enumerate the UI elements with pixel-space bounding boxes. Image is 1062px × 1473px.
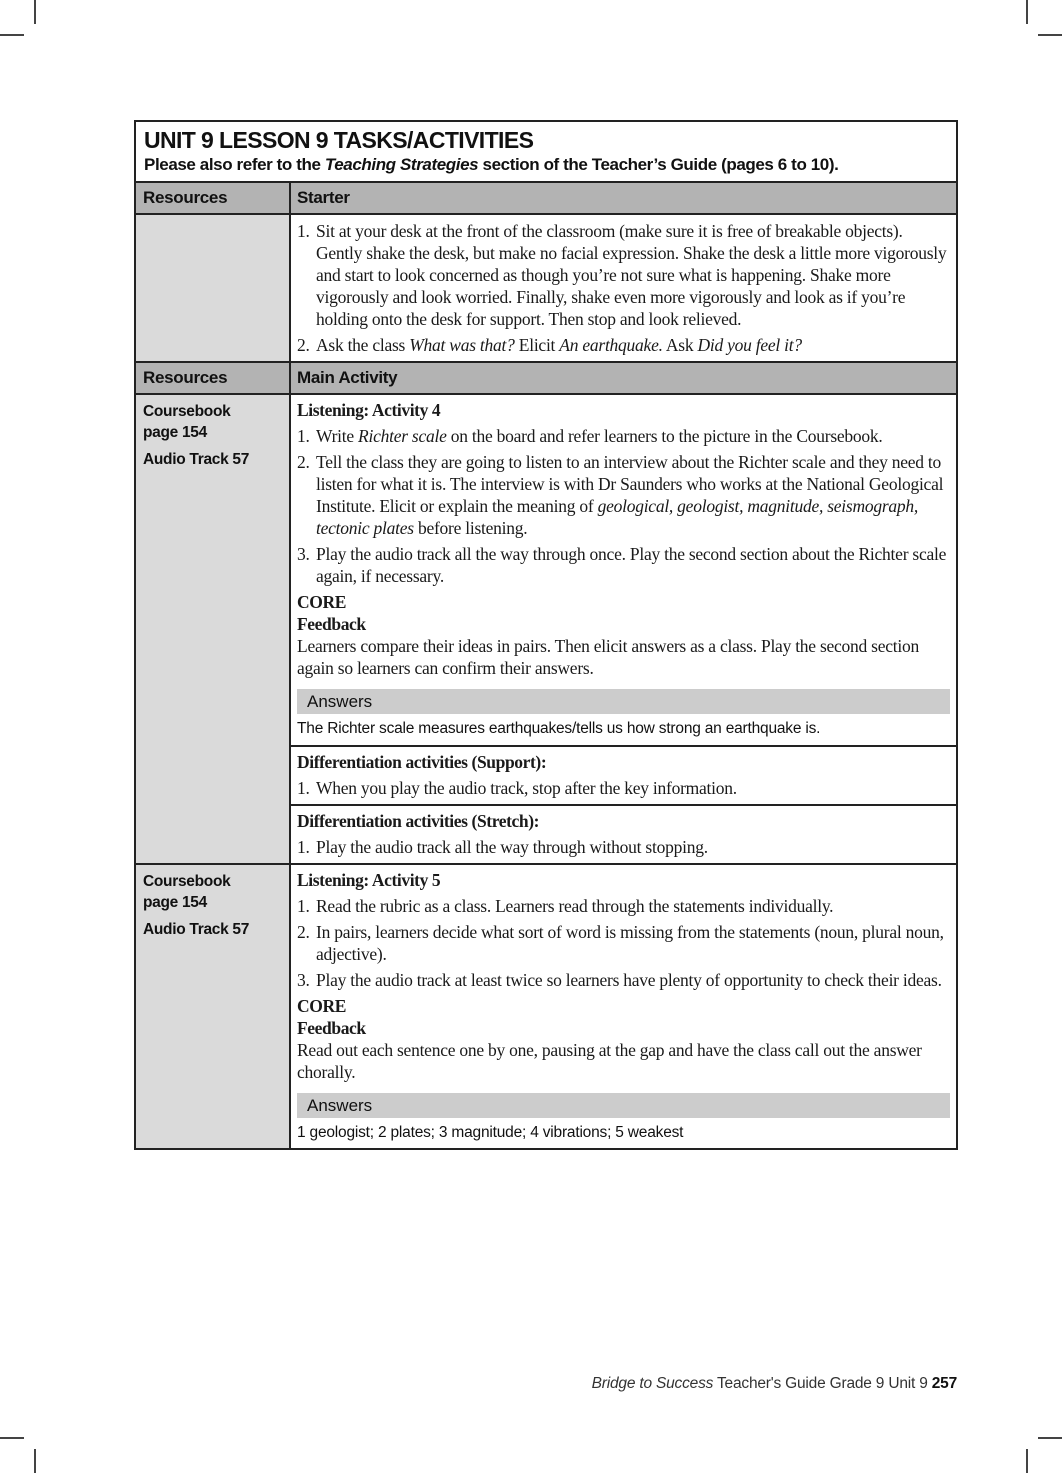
resource-audio-track: Audio Track 57 [143, 451, 250, 468]
resources-column-header: Resources [136, 183, 291, 213]
page-title: UNIT 9 LESSON 9 TASKS/ACTIVITIES [144, 127, 534, 153]
feedback-label: Feedback [297, 1018, 366, 1038]
list-item: 2. In pairs, learners decide what sort of word is missing from the statements (noun, plural noun, adjective). [297, 921, 950, 965]
item-text: Sit at your desk at the front of the classroom (make sure it is free of breakable objects). Gently shake the desk, but make no facial expression. Shake the desk a little more vigorously and start to look concerned as though you’re not sure what is happening. Shake more vigorously and look worried. Finally, shake even more vigorously and look as if you’re holding onto the desk for support. Then stop and look relieved. [316, 221, 947, 329]
crop-mark [1026, 0, 1028, 24]
core-label: CORE [297, 592, 346, 612]
list-item: 1. Play the audio track all the way through without stopping. [297, 836, 950, 858]
support-heading: Differentiation activities (Support): [297, 752, 547, 772]
crop-mark [34, 1449, 36, 1473]
list-item [297, 334, 950, 356]
item-text: In pairs, learners decide what sort of word is missing from the statements (noun, plural noun, adjective). [316, 922, 944, 964]
starter-header-row [136, 183, 956, 215]
crop-mark [34, 0, 36, 24]
resource-page: page 154 [143, 424, 207, 441]
stretch-heading: Differentiation activities (Stretch): [297, 811, 540, 831]
page-footer [592, 1375, 957, 1393]
list-item: 1. Write Richter scale on the board and refer learners to the picture in the Coursebook. [297, 425, 950, 447]
crop-mark [1038, 34, 1062, 36]
activity-heading: Listening: Activity 4 [297, 400, 441, 420]
activity-heading: Listening: Activity 5 [297, 870, 441, 890]
differentiation-support [291, 747, 956, 806]
starter-content [291, 215, 956, 361]
main-activity-header-row [136, 363, 956, 395]
activity-4-content [291, 395, 956, 863]
lesson-table [134, 120, 958, 1150]
page-number: 257 [931, 1375, 957, 1392]
resources-cell [136, 215, 291, 361]
list-item: 1. Read the rubric as a class. Learners read through the statements individually. [297, 895, 950, 917]
list-item: 3. Play the audio track all the way through once. Play the second section about the Richter scale again, if necessary. [297, 543, 950, 587]
item-text: Write Richter scale on the board and refer learners to the picture in the Coursebook. [316, 426, 883, 446]
feedback-label: Feedback [297, 614, 366, 634]
item-text: Tell the class they are going to listen to an interview about the Richter scale and they need to listen for what it is. The interview is with Dr Saunders who works at the National Geological Institute. Elicit or explain the meaning of geological, geologist, magnitude, seismograph, tectonic plates before listening. [316, 452, 944, 538]
item-text: Play the audio track all the way through once. Play the second section about the Richter scale again, if necessary. [316, 544, 947, 586]
subtitle-italic: Teaching Strategies [324, 155, 479, 174]
item-text: Ask the class What was that? Elicit An earthquake. Ask Did you feel it? [316, 335, 802, 355]
resource-coursebook: Coursebook [143, 403, 231, 420]
item-number: 1. [297, 221, 310, 241]
subtitle-text: Please also refer to the [144, 155, 325, 174]
activity-5-resources [136, 865, 291, 1148]
answers-header: Answers [297, 689, 950, 714]
resource-coursebook: Coursebook [143, 873, 231, 890]
crop-mark [1026, 1449, 1028, 1473]
item-text: Read the rubric as a class. Learners read through the statements individually. [316, 896, 834, 916]
feedback-text: Read out each sentence one by one, pausing at the gap and have the class call out the answer chorally. [297, 1040, 922, 1082]
resource-audio-track: Audio Track 57 [143, 921, 250, 938]
list-item: 3. Play the audio track at least twice so learners have plenty of opportunity to check their ideas. [297, 969, 950, 991]
item-text: Play the audio track all the way through without stopping. [316, 837, 708, 857]
list-item: 1. When you play the audio track, stop after the key information. [297, 777, 950, 799]
core-label: CORE [297, 996, 346, 1016]
title-block [136, 122, 956, 183]
activity-4-resources [136, 395, 291, 863]
main-activity-column-header: Main Activity [297, 368, 398, 387]
resource-page: page 154 [143, 894, 207, 911]
activity-4-row [136, 395, 956, 865]
activity-5-row [136, 865, 956, 1148]
item-number: 2. [297, 335, 310, 355]
activity-4-main [291, 395, 956, 747]
item-text: When you play the audio track, stop after the key information. [316, 778, 737, 798]
answers-text: 1 geologist; 2 plates; 3 magnitude; 4 vibrations; 5 weakest [297, 1124, 684, 1141]
list-item [297, 220, 950, 330]
differentiation-stretch [291, 806, 956, 863]
page-subtitle [144, 154, 948, 176]
crop-mark [1038, 1437, 1062, 1439]
resources-column-header: Resources [136, 363, 291, 393]
feedback-text: Learners compare their ideas in pairs. Then elicit answers as a class. Play the second section again so learners can confirm their answers. [297, 636, 919, 678]
answers-text: The Richter scale measures earthquakes/tells us how strong an earthquake is. [297, 720, 821, 737]
list-item: 2. Tell the class they are going to listen to an interview about the Richter scale and they need to listen for what it is. The interview is with Dr Saunders who works at the National Geological Institute. Elicit or explain the meaning of geological, geologist, magnitude, seismograph, tectonic plates before listening. [297, 451, 950, 539]
answers-header: Answers [297, 1093, 950, 1118]
guide-text: Teacher's Guide Grade 9 Unit 9 [713, 1375, 932, 1392]
activity-5-content [291, 865, 956, 1148]
starter-column-header: Starter [297, 188, 350, 207]
book-title: Bridge to Success [591, 1375, 714, 1392]
crop-mark [0, 1437, 24, 1439]
item-text: Play the audio track at least twice so learners have plenty of opportunity to check their ideas. [316, 970, 942, 990]
starter-row [136, 215, 956, 363]
crop-mark [0, 34, 24, 36]
subtitle-text: section of the Teacher’s Guide (pages 6 to 10). [478, 155, 839, 174]
